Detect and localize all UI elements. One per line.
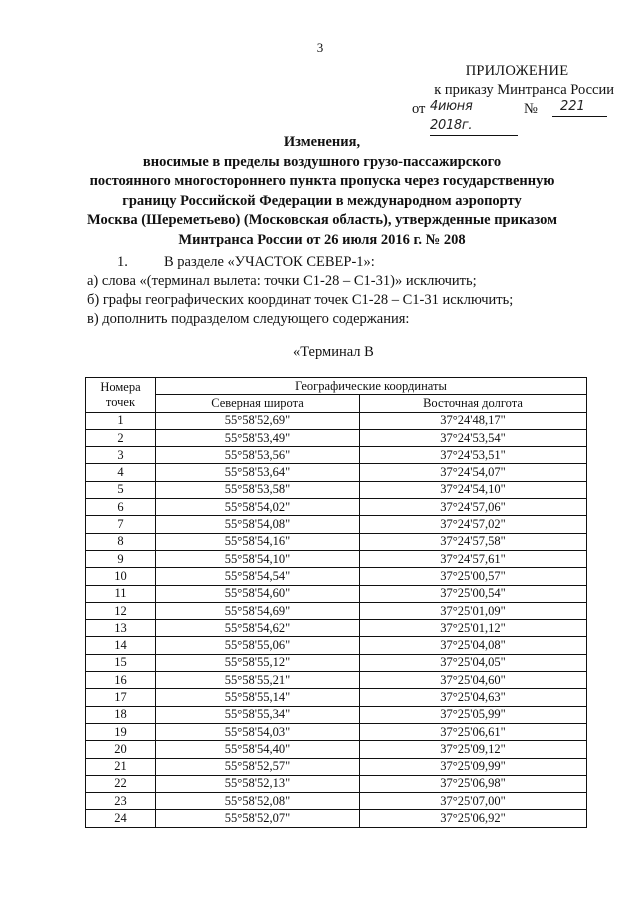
table-row (86, 568, 587, 585)
header-points-line1: Номера (100, 379, 141, 394)
table-row (86, 499, 587, 516)
latitude-cell: 55°58'52,13" (156, 775, 360, 792)
table-row (86, 775, 587, 792)
table-row (86, 481, 587, 498)
point-number-cell: 17 (86, 689, 156, 706)
point-number-cell: 12 (86, 602, 156, 619)
point-number-cell: 6 (86, 499, 156, 516)
header-latitude: Северная широта (156, 395, 360, 412)
point-number-cell: 16 (86, 672, 156, 689)
header-points (86, 378, 156, 413)
longitude-cell: 37°25'04,08" (360, 637, 587, 654)
longitude-cell: 37°25'04,63" (360, 689, 587, 706)
appendix-ot-label: от (412, 101, 426, 117)
point-number-cell: 3 (86, 447, 156, 464)
latitude-cell: 55°58'52,08" (156, 793, 360, 810)
longitude-cell: 37°24'48,17" (360, 412, 587, 429)
point-number-cell: 18 (86, 706, 156, 723)
table-row (86, 585, 587, 602)
header-coordinates: Географические координаты (156, 378, 587, 395)
appendix-title: ПРИЛОЖЕНИЕ (465, 63, 569, 79)
latitude-cell: 55°58'54,54" (156, 568, 360, 585)
longitude-cell: 37°25'06,61" (360, 723, 587, 740)
appendix-order-reference: к приказу Минтранса России (434, 82, 614, 98)
paragraph-a: а) слова «(терминал вылета: точки С1-28 – С1-31)» исключить; (87, 273, 477, 289)
heading-line: Москва (Шереметьево) (Московская область), утвержденные приказом (87, 212, 557, 228)
heading-line: вносимые в пределы воздушного грузо-пассажирского (142, 153, 502, 170)
latitude-cell: 55°58'53,64" (156, 464, 360, 481)
table-row (86, 741, 587, 758)
longitude-cell: 37°25'01,12" (360, 620, 587, 637)
point-number-cell: 7 (86, 516, 156, 533)
point-number-cell: 11 (86, 585, 156, 602)
appendix-number-sign: № (524, 101, 538, 117)
latitude-cell: 55°58'53,49" (156, 429, 360, 446)
table-row (86, 689, 587, 706)
latitude-cell: 55°58'54,60" (156, 585, 360, 602)
longitude-cell: 37°24'54,07" (360, 464, 587, 481)
longitude-cell: 37°25'00,57" (360, 568, 587, 585)
point-number-cell: 14 (86, 637, 156, 654)
latitude-cell: 55°58'54,16" (156, 533, 360, 550)
longitude-cell: 37°24'57,02" (360, 516, 587, 533)
table-row (86, 672, 587, 689)
longitude-cell: 37°25'06,92" (360, 810, 587, 827)
latitude-cell: 55°58'55,34" (156, 706, 360, 723)
point-number-cell: 21 (86, 758, 156, 775)
point-number-cell: 10 (86, 568, 156, 585)
point-number-cell: 9 (86, 550, 156, 567)
point-number-cell: 1 (86, 412, 156, 429)
latitude-cell: 55°58'54,10" (156, 550, 360, 567)
appendix-handwritten-date: 4июня 2018г. (430, 97, 518, 136)
longitude-cell: 37°25'04,60" (360, 672, 587, 689)
table-row (86, 516, 587, 533)
longitude-cell: 37°24'57,61" (360, 550, 587, 567)
table-row (86, 464, 587, 481)
point-number-cell: 2 (86, 429, 156, 446)
paragraph-1-number: 1. (117, 254, 128, 270)
point-number-cell: 5 (86, 481, 156, 498)
longitude-cell: 37°24'54,10" (360, 481, 587, 498)
paragraph-1 (87, 253, 607, 272)
longitude-cell: 37°25'09,12" (360, 741, 587, 758)
longitude-cell: 37°24'57,58" (360, 533, 587, 550)
table-row (86, 723, 587, 740)
longitude-cell: 37°24'57,06" (360, 499, 587, 516)
heading-line: постоянного многостороннего пункта пропуска через государственную (89, 173, 555, 189)
latitude-cell: 55°58'53,58" (156, 481, 360, 498)
latitude-cell: 55°58'54,62" (156, 620, 360, 637)
latitude-cell: 55°58'52,57" (156, 758, 360, 775)
latitude-cell: 55°58'55,06" (156, 637, 360, 654)
point-number-cell: 22 (86, 775, 156, 792)
table-body (86, 412, 587, 827)
table-row (86, 412, 587, 429)
table-row (86, 447, 587, 464)
appendix-date-line (412, 99, 622, 133)
latitude-cell: 55°58'55,14" (156, 689, 360, 706)
page-number: 3 (316, 40, 324, 55)
heading-line: Минтранса России от 26 июля 2016 г. № 208 (178, 231, 466, 248)
table-row (86, 706, 587, 723)
latitude-cell: 55°58'52,07" (156, 810, 360, 827)
longitude-cell: 37°25'04,05" (360, 654, 587, 671)
table-row (86, 758, 587, 775)
table-row (86, 654, 587, 671)
point-number-cell: 15 (86, 654, 156, 671)
latitude-cell: 55°58'55,12" (156, 654, 360, 671)
appendix-block (412, 62, 622, 133)
coordinates-table (85, 377, 587, 828)
point-number-cell: 24 (86, 810, 156, 827)
table-row (86, 620, 587, 637)
point-number-cell: 13 (86, 620, 156, 637)
table-row (86, 533, 587, 550)
point-number-cell: 20 (86, 741, 156, 758)
latitude-cell: 55°58'54,03" (156, 723, 360, 740)
terminal-label: «Терминал В (293, 344, 374, 360)
point-number-cell: 23 (86, 793, 156, 810)
latitude-cell: 55°58'52,69" (156, 412, 360, 429)
table-row (86, 602, 587, 619)
point-number-cell: 8 (86, 533, 156, 550)
point-number-cell: 4 (86, 464, 156, 481)
heading-line: Изменения, (283, 134, 361, 150)
longitude-cell: 37°25'00,54" (360, 585, 587, 602)
table-row (86, 810, 587, 827)
longitude-cell: 37°24'53,54" (360, 429, 587, 446)
heading-line: границу Российской Федерации в международном аэропорту (122, 192, 522, 209)
latitude-cell: 55°58'54,69" (156, 602, 360, 619)
table-row (86, 793, 587, 810)
table-row (86, 637, 587, 654)
latitude-cell: 55°58'54,08" (156, 516, 360, 533)
paragraph-1-text: В разделе «УЧАСТОК СЕВЕР-1»: (164, 254, 375, 270)
latitude-cell: 55°58'55,21" (156, 672, 360, 689)
longitude-cell: 37°25'06,98" (360, 775, 587, 792)
paragraph-b: б) графы географических координат точек С1-28 – С1-31 исключить; (87, 292, 514, 308)
document-heading (72, 133, 572, 250)
latitude-cell: 55°58'53,56" (156, 447, 360, 464)
longitude-cell: 37°25'07,00" (360, 793, 587, 810)
longitude-cell: 37°25'09,99" (360, 758, 587, 775)
appendix-handwritten-number: 221 (552, 97, 607, 117)
latitude-cell: 55°58'54,02" (156, 499, 360, 516)
header-longitude: Восточная долгота (360, 395, 587, 412)
header-points-line2: точек (105, 394, 136, 409)
paragraph-c: в) дополнить подразделом следующего содержания: (87, 311, 410, 327)
table-row (86, 550, 587, 567)
table-row (86, 429, 587, 446)
longitude-cell: 37°25'01,09" (360, 602, 587, 619)
latitude-cell: 55°58'54,40" (156, 741, 360, 758)
longitude-cell: 37°25'05,99" (360, 706, 587, 723)
point-number-cell: 19 (86, 723, 156, 740)
longitude-cell: 37°24'53,51" (360, 447, 587, 464)
